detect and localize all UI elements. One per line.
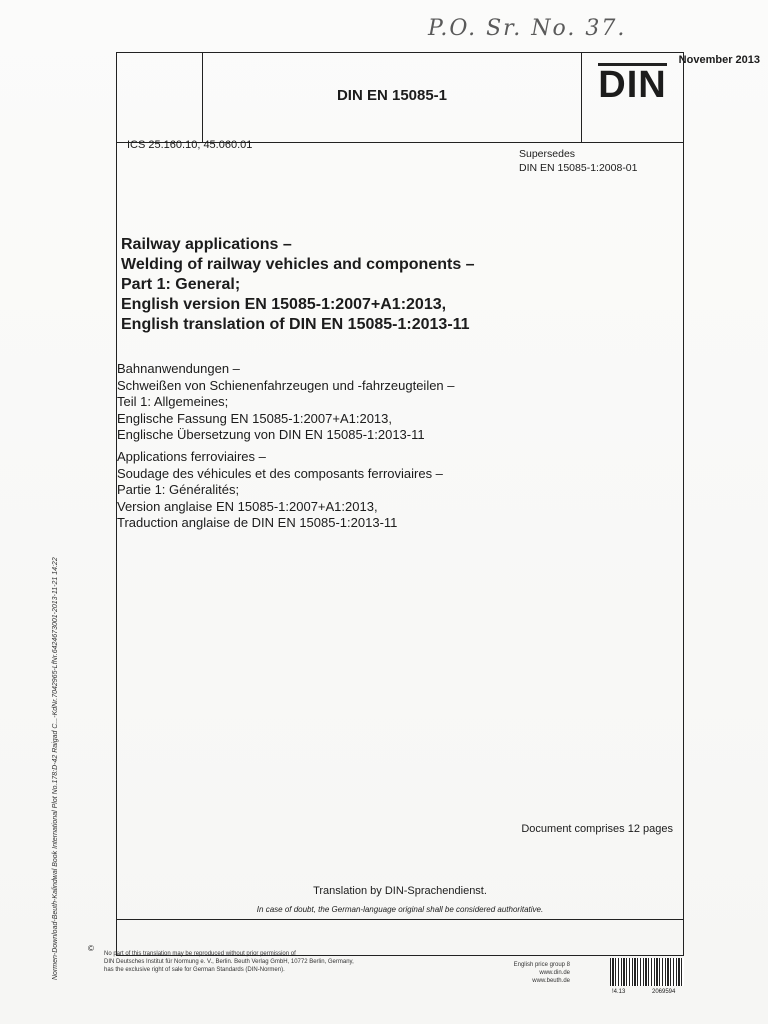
title-english xyxy=(121,235,475,335)
price-line: English price group 8 xyxy=(513,962,570,968)
din-logo: DIN xyxy=(598,64,667,106)
title-de-line: Englische Fassung EN 15085-1:2007+A1:2013, xyxy=(117,410,392,426)
supersedes-block xyxy=(519,147,638,175)
handwritten-note: P.O. Sr. No. 37. xyxy=(428,16,627,41)
title-en-line: Part 1: General; xyxy=(121,276,241,293)
barcode-code-left: !4.13 xyxy=(612,989,626,995)
translation-credit: Translation by DIN-Sprachendienst. xyxy=(313,885,487,897)
title-german xyxy=(117,361,455,444)
supersedes-label: Supersedes xyxy=(519,148,576,160)
legal-line: No part of this translation may be reproduced without prior permission of xyxy=(104,951,296,957)
title-fr-line: Partie 1: Généralités; xyxy=(117,482,240,497)
footer-divider xyxy=(117,919,683,920)
title-en-line: Railway applications – xyxy=(121,236,292,253)
title-en-line: Welding of railway vehicles and components – xyxy=(121,256,475,273)
page-count: Document comprises 12 pages xyxy=(521,823,673,835)
title-de-line: Schweißen von Schienenfahrzeugen und -fahrzeugteilen – xyxy=(117,377,455,393)
cover-frame xyxy=(116,52,684,956)
header-left-cell xyxy=(117,53,203,142)
barcode-code-right: 2069594 xyxy=(652,989,676,995)
title-en-line: English version EN 15085-1:2007+A1:2013, xyxy=(121,296,447,313)
title-fr-line: Version anglaise EN 15085-1:2007+A1:2013, xyxy=(117,498,378,514)
legal-line: has the exclusive right of sale for German Standards (DIN-Normen). xyxy=(104,967,285,973)
title-french xyxy=(117,449,443,532)
legal-notice xyxy=(104,950,464,974)
barcode-icon xyxy=(610,958,684,986)
price-line: www.din.de xyxy=(539,970,570,976)
publication-date: November 2013 xyxy=(678,54,760,66)
price-group xyxy=(478,961,570,985)
ics-code: ICS 25.160.10; 45.060.01 xyxy=(127,139,253,151)
copyright-icon: © xyxy=(88,944,94,953)
doubt-note: In case of doubt, the German-language original shall be considered authoritative. xyxy=(256,905,544,914)
title-fr-line: Applications ferroviaires – xyxy=(117,449,266,464)
header-right-cell xyxy=(581,53,683,142)
title-en-line: English translation of DIN EN 15085-1:2013-11 xyxy=(121,316,470,333)
header-box xyxy=(117,53,683,143)
title-de-line: Teil 1: Allgemeines; xyxy=(117,394,229,409)
title-de-line: Bahnanwendungen – xyxy=(117,361,240,376)
title-fr-line: Soudage des véhicules et des composants ferroviaires – xyxy=(117,465,443,481)
download-watermark: Normen-Download-Beuth-Kalindwal Book International Plot No.178:D-42 Raigad C...-KdNr.7042965-LfNr.6424673001-2013-11-21 14:22 xyxy=(52,557,59,980)
title-fr-line: Traduction anglaise de DIN EN 15085-1:2013-11 xyxy=(117,515,398,530)
standard-number: DIN EN 15085-1 xyxy=(336,87,448,104)
price-line: www.beuth.de xyxy=(532,978,570,984)
supersedes-value: DIN EN 15085-1:2008-01 xyxy=(519,162,638,174)
legal-line: DIN Deutsches Institut für Normung e. V., Berlin. Beuth Verlag GmbH, 10772 Berlin, Germany, xyxy=(104,959,354,965)
title-de-line: Englische Übersetzung von DIN EN 15085-1:2013-11 xyxy=(117,427,425,442)
